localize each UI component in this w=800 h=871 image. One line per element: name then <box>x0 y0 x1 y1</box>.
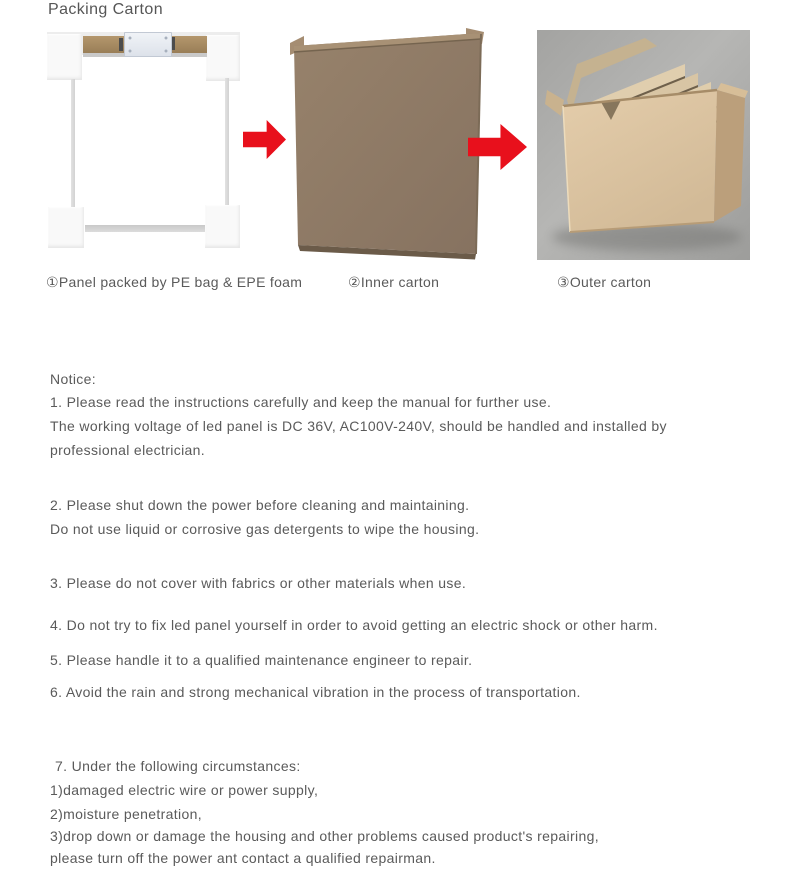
driver-label-plate <box>124 32 172 57</box>
page-title: Packing Carton <box>48 1 163 18</box>
right-arrow-icon <box>243 120 286 159</box>
notice-line: Do not use liquid or corrosive gas detergents to wipe the housing. <box>50 521 480 537</box>
foam-corner-top-left <box>47 34 82 80</box>
notice-line: please turn off the power ant contact a qualified repairman. <box>50 850 436 866</box>
notice-line: The working voltage of led panel is DC 36V, AC100V-240V, should be handled and installed by <box>50 418 667 434</box>
notice-line: 6. Avoid the rain and strong mechanical vibration in the process of transportation. <box>50 684 581 700</box>
caption-panel-packed: ①Panel packed by PE bag & EPE foam <box>46 274 303 290</box>
packed-panel-image <box>47 32 240 260</box>
caption-outer-carton: ③Outer carton <box>557 274 652 290</box>
foam-corner-bottom-right <box>205 205 240 248</box>
inner-carton-image <box>288 28 486 262</box>
foam-corner-bottom-left <box>48 207 84 248</box>
outer-carton-graphic <box>537 30 750 260</box>
notice-line: 1)damaged electric wire or power supply, <box>50 782 319 798</box>
inner-carton-graphic <box>288 28 486 262</box>
notice-line: 3. Please do not cover with fabrics or other materials when use. <box>50 575 467 591</box>
caption-inner-carton: ②Inner carton <box>348 274 440 290</box>
notice-line: 2. Please shut down the power before cleaning and maintaining. <box>50 497 470 513</box>
notice-heading: Notice: <box>50 371 97 387</box>
label-clip-left <box>119 38 123 51</box>
notice-line: 1. Please read the instructions carefully and keep the manual for further use. <box>50 394 552 410</box>
notice-line: 4. Do not try to fix led panel yourself in order to avoid getting an electric shock or other harm. <box>50 617 658 633</box>
notice-line: 5. Please handle it to a qualified maintenance engineer to repair. <box>50 652 473 668</box>
notice-line: 7. Under the following circumstances: <box>55 758 301 774</box>
panel-edge-bottom <box>85 225 205 232</box>
outer-carton-image <box>537 30 750 260</box>
notice-line: 3)drop down or damage the housing and other problems caused product's repairing, <box>50 828 599 844</box>
foam-corner-top-right <box>206 35 240 81</box>
notice-line: 2)moisture penetration, <box>50 806 203 822</box>
notice-line: professional electrician. <box>50 442 206 458</box>
